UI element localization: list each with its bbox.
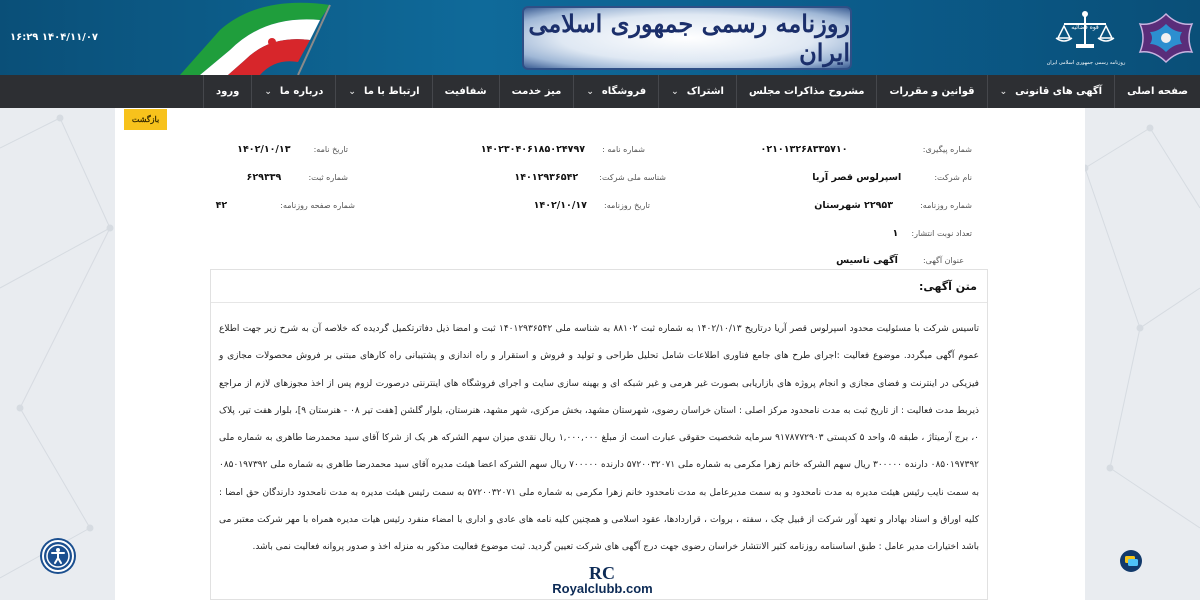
site-title: روزنامه رسمی جمهوری اسلامی ایران bbox=[528, 9, 850, 67]
registration-number-value: ۶۲۹۳۳۹ bbox=[246, 172, 282, 183]
chat-icon bbox=[1120, 550, 1142, 572]
publish-count-value: ۱ bbox=[892, 228, 899, 239]
nav-item-label: فروشگاه bbox=[601, 86, 647, 97]
emblem-caption: قوه قضائیه bbox=[1071, 24, 1099, 31]
nav-item-label: درباره ما bbox=[279, 86, 324, 97]
watermark-text: Royalclubb.com bbox=[552, 581, 653, 596]
nav-item-about[interactable] bbox=[251, 75, 335, 108]
page-number-field bbox=[216, 193, 355, 212]
newspaper-date-label: تاریخ روزنامه: bbox=[604, 201, 650, 210]
nav-item-transparency[interactable] bbox=[432, 75, 499, 108]
newspaper-number-label: شماره روزنامه: bbox=[920, 201, 972, 210]
nav-item-label: صفحه اصلی bbox=[1127, 86, 1188, 97]
nav-item-label: شفافیت bbox=[444, 86, 487, 97]
notice-number-label: شماره نامه : bbox=[602, 145, 645, 154]
nav-item-subscription[interactable] bbox=[658, 75, 736, 108]
letter-date-value: ۱۴۰۲/۱۰/۱۳ bbox=[237, 144, 291, 155]
iran-flag-icon bbox=[180, 0, 340, 75]
newspaper-date-field bbox=[534, 193, 650, 212]
nav-item-laws[interactable] bbox=[876, 75, 986, 108]
newspaper-date-value: ۱۴۰۲/۱۰/۱۷ bbox=[533, 200, 587, 211]
chevron-down-icon: ⌄ bbox=[671, 86, 679, 97]
chevron-down-icon: ⌄ bbox=[586, 86, 594, 97]
registration-number-label: شماره ثبت: bbox=[308, 173, 348, 182]
nav-item-home[interactable] bbox=[1114, 75, 1200, 108]
nav-item-service-desk[interactable] bbox=[499, 75, 574, 108]
justice-scales-icon bbox=[1050, 8, 1120, 66]
notice-number-value: ۱۴۰۲۳۰۴۰۶۱۸۵۰۲۴۷۹۷ bbox=[480, 144, 586, 155]
notice-text-body: تاسیس شرکت با مسئولیت محدود اسپرلوس قصر آریا درتاریخ ۱۴۰۲/۱۰/۱۳ به شماره ثبت ۸۸۱۰۲ به شناسه ملی ۱۴۰۱۲۹۳۶۵۴۲ ثبت و امضا ذیل دفاترتکمیل گردیده که خلاصه آن به شرح زیر جهت اطلاع عموم آگهی میگردد. موضوع فعالیت :اجرای طرح های جامع فناوری اطلاعات شامل تحلیل طراحی و تولید و فروش و استقرار و راه اندازی و پشتیبانی راه کارهای مبتنی بر فروش محصولات مجازی و فیزیکی در اینترنت و فضای مجازی و انجام پروژه های بازاریابی بصورت غیر هرمی و غیر شبکه ای و بهینه سازی سایت و اجرای فروشگاه های اینترنتی درصورت لزوم پس از اخذ مجوزهای لازم از مراجع ذیربط مدت فعالیت : از تاریخ ثبت به مدت نامحدود مرکز اصلی : استان خراسان رضوی، شهرستان مشهد، بخش مرکزی، شهر مشهد، هنرستان، بلوار گلشن [هفت تیر ۰۸ - هنرستان ۹]، بلوار هفت تیر، پلاک ۰، برج آرمیتاژ ، طبقه ۵، واحد ۵ کدپستی ۹۱۷۸۷۷۲۹۰۳ سرمایه شخصیت حقوقی عبارت است از مبلغ ۱,۰۰۰,۰۰۰ ریال نقدی میزان سهم الشرکه هر یک از شرکا آقای سید محمدرضا طاهری به شماره ملی ۰۸۵۰۱۹۷۳۹۲ دارنده ۳۰۰۰۰۰ ریال سهم الشرکه خانم زهرا مکرمی به شماره ملی ۵۷۲۰۰۳۲۰۷۱ دارنده ۷۰۰۰۰۰ ریال سهم الشرکه اعضا هیئت مدیره آقای سید محمدرضا طاهری به شماره ملی ۰۸۵۰۱۹۷۳۹۲ به سمت نایب رئیس هیئت مدیره به مدت نامحدود و به سمت مدیرعامل به مدت نامحدود خانم زهرا مکرمی به شماره ملی ۵۷۲۰۰۳۲۰۷۱ به سمت رئیس هیئت مدیره به مدت نامحدود دارندگان حق امضا : کلیه اوراق و اسناد بهادار و تعهد آور شرکت از قبیل چک ، سفته ، بروات ، قراردادها، عقود اسلامی و همچنین کلیه نامه های عادی و اداری با امضاء منفرد رئیس هیات مدیره همراه با مهر شرکت معتبر می باشد اختیارات مدیر عامل : طبق اساسنامه روزنامه کثیر الانتشار خراسان رضوی جهت درج آگهی های شرکت تعیین گردید. ثبت موضوع فعالیت مذکور به منزله اخذ و صدور پروانه فعالیت نمی باشد. bbox=[219, 324, 980, 553]
chevron-down-icon: ⌄ bbox=[348, 86, 356, 97]
tracking-number-label: شماره پیگیری: bbox=[922, 145, 972, 154]
chevron-down-icon: ⌄ bbox=[999, 86, 1008, 97]
nav-item-label: آگهی های قانونی bbox=[1015, 86, 1103, 97]
page-number-label: شماره صفحه روزنامه: bbox=[280, 201, 355, 210]
publish-count-field bbox=[893, 221, 973, 240]
watermark-logo-text: RC bbox=[589, 563, 615, 583]
nav-item-legal-notices[interactable] bbox=[987, 75, 1115, 108]
nav-item-login[interactable] bbox=[203, 75, 251, 108]
company-name-label: نام شرکت: bbox=[934, 173, 972, 182]
page-number-value: ۴۲ bbox=[215, 200, 228, 211]
back-button[interactable]: بازگشت bbox=[124, 109, 167, 130]
tracking-number-value: ۰۲۱۰۱۳۲۶۸۳۳۵۷۱۰ bbox=[760, 144, 848, 155]
nav-item-label: اشتراک bbox=[686, 86, 724, 97]
notice-text-header bbox=[211, 270, 987, 303]
emblem-subcaption: روزنامه رسمی جمهوری اسلامی ایران bbox=[1046, 60, 1126, 66]
header-datetime: ۱۶:۲۹ ۱۴۰۴/۱۱/۰۷ bbox=[10, 32, 99, 43]
main-navigation bbox=[0, 75, 1200, 108]
tracking-number-field bbox=[761, 137, 972, 156]
accessibility-button[interactable] bbox=[42, 540, 74, 572]
national-id-label: شناسه ملی شرکت: bbox=[599, 173, 666, 182]
nav-item-label: ورود bbox=[216, 86, 240, 97]
nav-item-label: ارتباط با ما bbox=[363, 86, 420, 97]
notice-text-box bbox=[210, 269, 988, 600]
site-header bbox=[0, 0, 1200, 75]
national-id-value: ۱۴۰۱۲۹۳۶۵۴۲ bbox=[514, 172, 579, 183]
nav-item-shop[interactable] bbox=[573, 75, 658, 108]
letter-date-field bbox=[237, 137, 348, 156]
newspaper-number-value: ۲۲۹۵۳ شهرستان bbox=[814, 200, 894, 211]
publish-count-label: تعداد نوبت انتشار: bbox=[911, 229, 972, 238]
ornament-icon bbox=[1138, 12, 1194, 64]
notice-title-field bbox=[836, 248, 964, 267]
national-id-field bbox=[514, 165, 666, 184]
watermark bbox=[545, 562, 660, 600]
nav-item-label: قوانین و مقررات bbox=[889, 86, 975, 97]
newspaper-number-field bbox=[814, 193, 972, 212]
company-name-field bbox=[812, 165, 972, 184]
registration-number-field bbox=[247, 165, 348, 184]
notice-title-label: عنوان آگهی: bbox=[922, 256, 964, 265]
chat-button[interactable] bbox=[1120, 550, 1142, 572]
letter-date-label: تاریخ نامه: bbox=[313, 145, 348, 154]
nav-item-parliament[interactable] bbox=[736, 75, 877, 108]
header-title-plate bbox=[522, 6, 852, 70]
accessibility-icon bbox=[44, 542, 72, 570]
chevron-down-icon: ⌄ bbox=[264, 86, 272, 97]
notice-number-field bbox=[481, 137, 645, 156]
notice-text-heading: متن آگهی: bbox=[919, 280, 977, 293]
company-name-value: اسپرلوس قصر آریا bbox=[812, 172, 902, 183]
nav-item-label: میز خدمت bbox=[511, 86, 562, 97]
notice-title-value: آگهی تاسیس bbox=[836, 255, 898, 266]
nav-item-contact[interactable] bbox=[335, 75, 431, 108]
nav-item-label: مشروح مذاکرات مجلس bbox=[748, 86, 865, 97]
